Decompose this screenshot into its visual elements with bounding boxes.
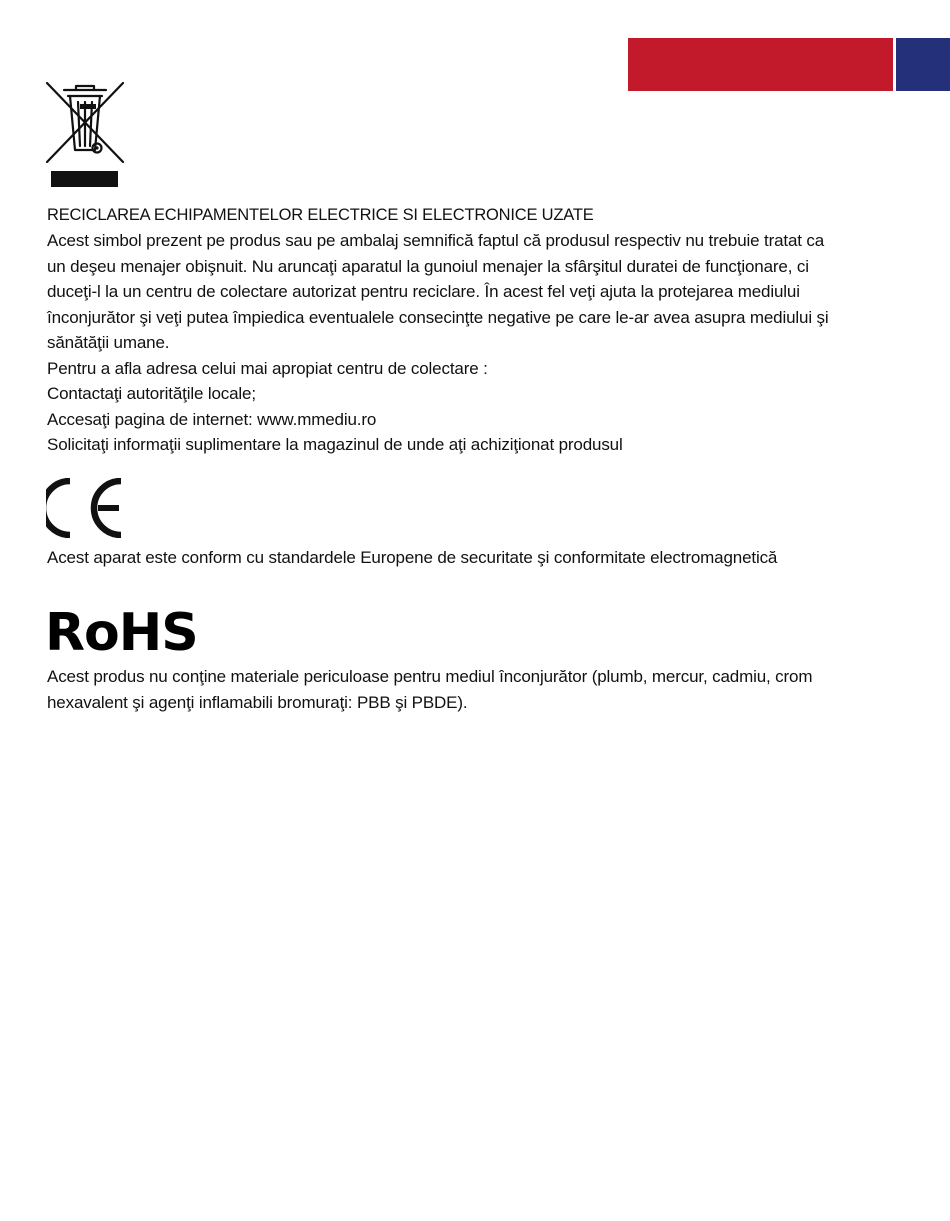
weee-paragraph-line: Acest simbol prezent pe produs sau pe ambalaj semnifică faptul că produsul respectiv nu trebuie tratat ca — [47, 231, 825, 250]
rohs-section — [47, 664, 927, 715]
weee-paragraph-line: înconjurător şi veţi putea împiedica eventualele consecinţte negative pe care le-ar avea asupra mediului şi — [47, 307, 829, 327]
ce-section — [47, 545, 927, 571]
weee-paragraph-line: sănătăţii umane. — [47, 333, 170, 352]
weee-paragraph-line: duceţi-l la un centru de colectare autorizat pentru reciclare. În acest fel veţi ajuta la protejarea mediului — [47, 282, 800, 301]
brand-bar-red — [628, 38, 893, 91]
weee-paragraph-line: un deşeu menajer obişnuit. Nu aruncaţi aparatul la gunoiul menajer la sfârşitul duratei de funcţionare, ci — [47, 256, 809, 276]
rohs-logo: RoHS — [45, 603, 198, 663]
collection-option: Contactaţi autorităţile locale; — [47, 384, 256, 403]
ce-text: Acest aparat este conform cu standardele Europene de securitate şi conformitate electromagnetică — [47, 548, 778, 567]
collection-option: Accesaţi pagina de internet: www.mmediu.ro — [47, 409, 377, 429]
collection-intro: Pentru a afla adresa celui mai apropiat centru de colectare : — [47, 358, 488, 378]
weee-section — [47, 203, 927, 458]
brand-bar-navy — [896, 38, 950, 91]
rohs-text-line: hexavalent şi agenţi inflamabili bromuraţi: PBB şi PBDE). — [47, 692, 468, 712]
ce-mark-icon — [46, 478, 126, 538]
collection-option: Solicitaţi informaţii suplimentare la magazinul de unde aţi achiziţionat produsul — [47, 435, 623, 454]
weee-title: RECICLAREA ECHIPAMENTELOR ELECTRICE SI ELECTRONICE UZATE — [47, 206, 594, 224]
rohs-text-line: Acest produs nu conţine materiale periculoase pentru mediul înconjurător (plumb, mercur, cadmiu, crom — [47, 667, 813, 686]
crossed-out-wheelie-bin-icon — [44, 80, 126, 190]
